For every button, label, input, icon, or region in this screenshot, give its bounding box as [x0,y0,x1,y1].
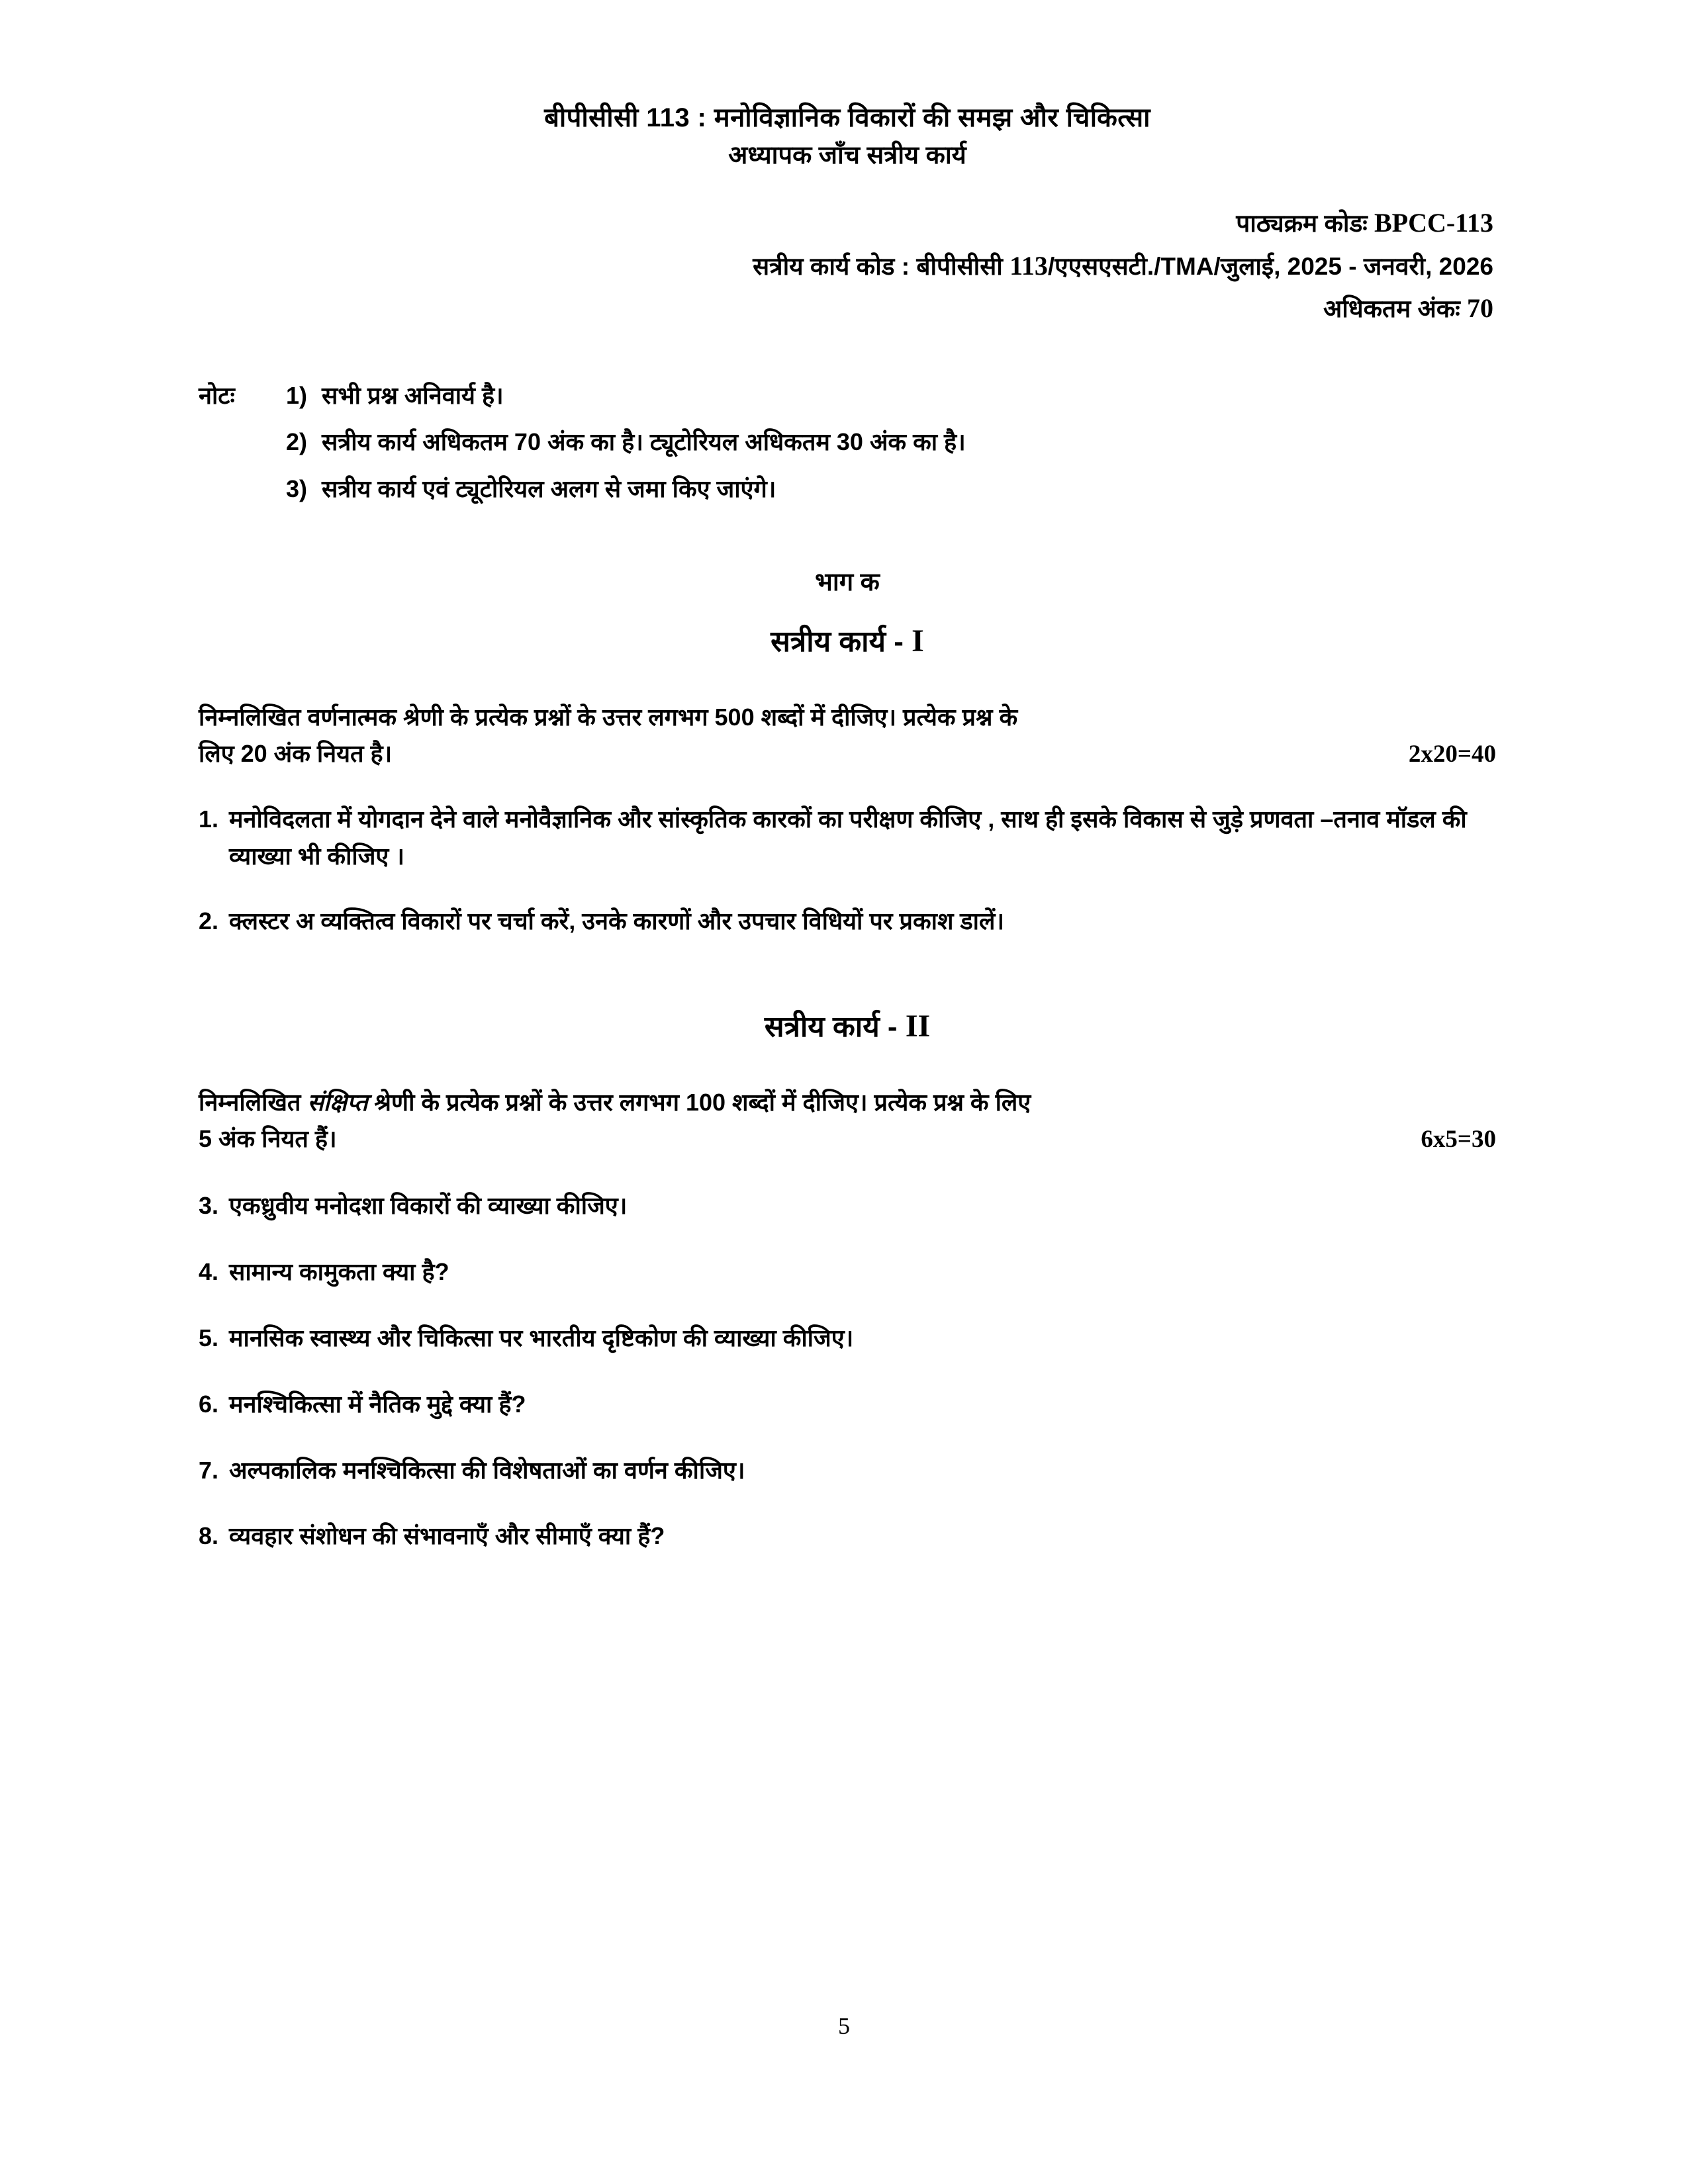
assignment-2-instruction-line-1 [199,1085,1496,1121]
assignment-code-label: सत्रीय कार्य कोड : बीपीसीसी [753,252,1003,280]
assignment-code-number: 113 [1009,250,1048,281]
assignment-1-instruction-line-2 [199,736,1496,773]
assignment-2-instruction-italic-term: संक्षिप्त [307,1089,368,1116]
assignment-1-marks-breakdown: 2x20=40 [1408,740,1496,768]
question-text: मानसिक स्वास्थ्य और चिकित्सा पर भारतीय दृष्टिकोण की व्याख्या कीजिए। [229,1324,854,1351]
question-text: मनोविदलता में योगदान देने वाले मनोवैज्ञानिक और सांस्कृतिक कारकों का परीक्षण कीजिए , साथ ही इसके विकास से जुड़े प्रणवता –तनाव मॉडल की व्याख्या भी कीजिए । [229,805,1467,870]
assignment-2-heading-text: सत्रीय कार्य - [764,1011,906,1044]
assignment-2-question-list [199,1187,1496,1555]
maximum-marks-value: 70 [1467,293,1493,324]
question-item [199,801,1496,875]
question-number: 1. [199,805,219,833]
question-number: 4. [199,1258,219,1286]
assignment-1-instruction-line-1: निम्नलिखित वर्णनात्मक श्रेणी के प्रत्येक प्रश्नों के उत्तर लगभग 500 शब्दों में दीजिए। प्रत्येक प्रश्न के [199,704,1018,731]
document-title-line-2: अध्यापक जाँच सत्रीय कार्य [728,141,966,169]
question-number: 2. [199,907,219,934]
assignment-2-instruction-pre: निम्नलिखित [199,1089,308,1116]
page-number: 5 [838,2013,850,2039]
maximum-marks-label: अधिकतम अंकः [1323,295,1460,323]
note-items [286,377,1496,516]
assignment-1-roman-numeral: I [912,623,924,659]
note-item [286,470,1496,508]
question-text: अल्पकालिक मनश्चिकित्सा की विशेषताओं का वर्णन कीजिए। [229,1456,745,1484]
question-number: 6. [199,1390,219,1418]
document-header [199,99,1496,174]
assignment-1-heading-text: सत्रीय कार्य - [771,625,912,659]
question-item [199,1320,1496,1357]
assignment-2-heading [199,1003,1496,1050]
question-text: सामान्य कामुकता क्या है? [229,1258,449,1286]
question-item [199,903,1496,940]
assignment-2-instruction [199,1085,1496,1158]
assignment-code-rest: /एएसएसटी./TMA/जुलाई, 2025 - जनवरी, 2026 [1047,252,1493,280]
note-item [286,423,1496,461]
question-item [199,1253,1496,1291]
assignment-2-instruction-post: श्रेणी के प्रत्येक प्रश्नों के उत्तर लगभग 100 शब्दों में दीजिए। प्रत्येक प्रश्न के लिए [367,1089,1031,1116]
maximum-marks-line [199,287,1496,330]
note-item [286,377,1496,415]
assignment-1-instruction-text-2: लिए 20 अंक नियत है। [199,739,393,767]
assignment-2-instruction-line-2 [199,1121,1496,1158]
assignment-code-line [199,245,1496,288]
note-item-number: 2) [286,428,308,456]
note-item-number: 1) [286,382,308,410]
question-text: क्लस्टर अ व्यक्तित्व विकारों पर चर्चा करें, उनके कारणों और उपचार विधियों पर प्रकाश डालें। [229,907,1005,934]
question-number: 3. [199,1192,219,1220]
question-number: 8. [199,1522,219,1550]
question-number: 5. [199,1324,219,1351]
question-item [199,1187,1496,1224]
part-heading: भाग क [815,569,880,597]
assignment-1-question-list [199,801,1496,939]
page-content [199,99,1496,1555]
note-item-text: सत्रीय कार्य एवं ट्यूटोरियल अलग से जमा किए जाएंगे। [322,475,776,502]
assignment-1-instruction [199,700,1496,773]
assignment-2-marks-breakdown: 6x5=30 [1421,1126,1496,1154]
note-item-number: 3) [286,475,308,502]
document-title-line-1: बीपीसीसी 113 : मनोविज्ञानिक विकारों की समझ और चिकित्सा [544,103,1150,132]
assignment-2-roman-numeral: II [905,1009,931,1044]
note-item-text: सत्रीय कार्य अधिकतम 70 अंक का है। ट्यूटोरियल अधिकतम 30 अंक का है। [322,428,966,456]
question-text: व्यवहार संशोधन की संभावनाएँ और सीमाएँ क्या हैं? [229,1522,665,1550]
assignment-meta-block [199,202,1496,330]
question-item [199,1452,1496,1489]
question-item [199,1518,1496,1555]
question-number: 7. [199,1456,219,1484]
note-block [199,377,1496,516]
note-label: नोटः [199,382,235,410]
assignment-1-heading [199,617,1496,665]
course-code-label: पाठ्यक्रम कोडः [1236,209,1368,237]
course-code-line [199,202,1496,245]
note-item-text: सभी प्रश्न अनिवार्य है। [322,382,504,410]
question-item [199,1386,1496,1423]
course-code-value: BPCC-113 [1374,207,1493,238]
assignment-2-instruction-text-2: 5 अंक नियत हैं। [199,1125,337,1153]
question-text: एकध्रुवीय मनोदशा विकारों की व्याख्या कीजिए। [229,1192,628,1220]
question-text: मनश्चिकित्सा में नैतिक मुद्दे क्या हैं? [229,1390,526,1418]
